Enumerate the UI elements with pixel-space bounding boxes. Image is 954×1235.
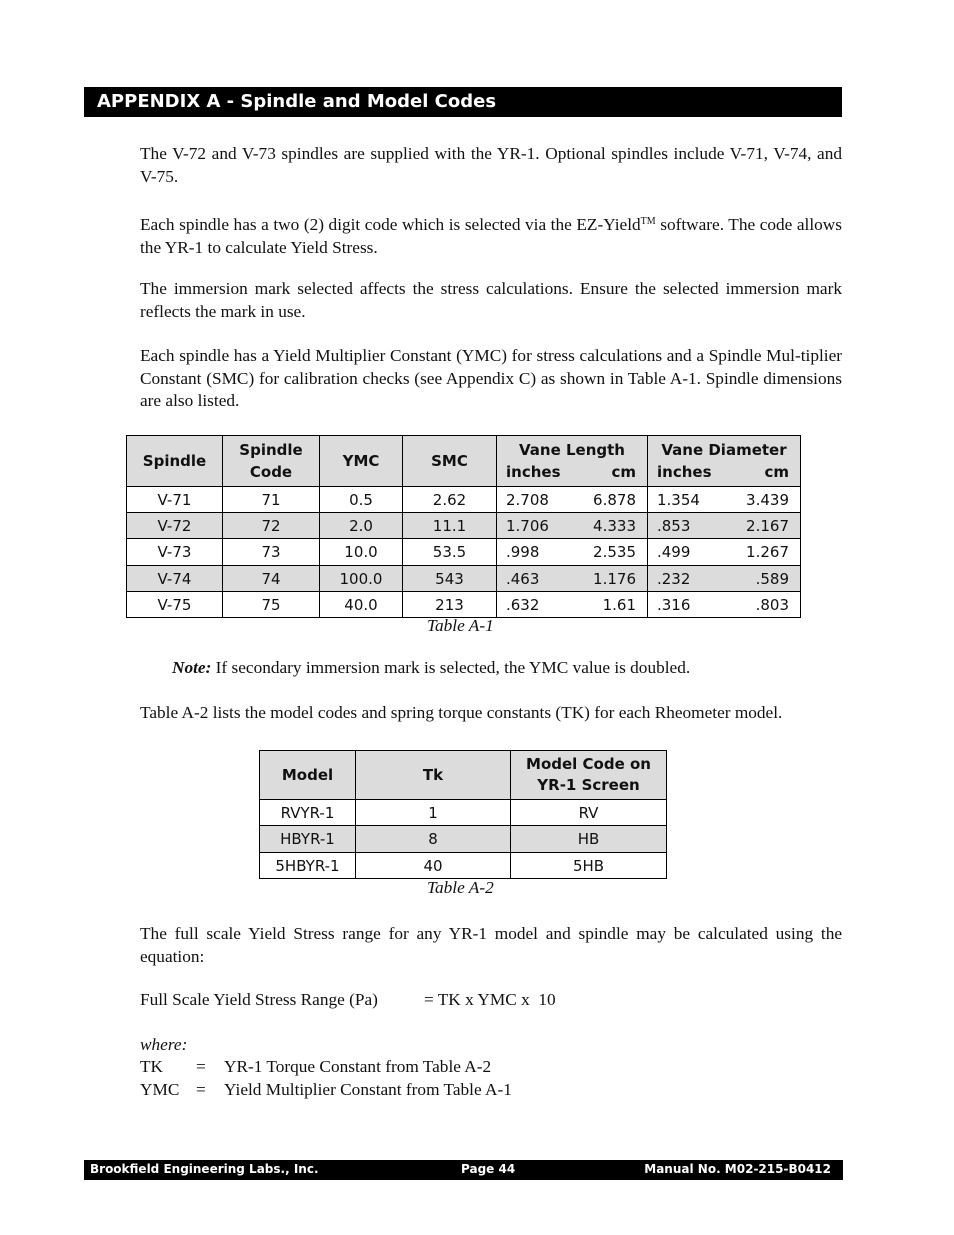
paragraph-spindle-code-b: software. The code allows the YR-1 to calculate Yield Stress. [140, 215, 842, 257]
cell-code: 75 [223, 592, 320, 618]
table-row [260, 853, 667, 879]
cell-tk: 40 [356, 853, 511, 879]
cell-smc: 53.5 [403, 539, 497, 566]
where-tk-equals: = [196, 1057, 206, 1076]
page-footer [84, 1160, 843, 1180]
unit-cm: cm [611, 463, 636, 481]
note [172, 658, 690, 678]
paragraph-spindle-code-a: Each spindle has a two (2) digit code which is selected via the EZ-Yield [140, 215, 641, 234]
table-a2 [259, 750, 667, 879]
paragraph-supplied-spindles: The V-72 and V-73 spindles are supplied with the YR-1. Optional spindles include V-71, V-74, and V-75. [140, 144, 842, 186]
unit-inches: inches [657, 463, 712, 481]
equation-rhs: = TK x YMC x 10 [424, 990, 556, 1009]
header-vane-diameter [648, 436, 801, 487]
header-ymc: YMC [320, 436, 403, 487]
cell-ymc: 10.0 [320, 539, 403, 566]
paragraph-ymc-smc: Each spindle has a Yield Multiplier Constant (YMC) for stress calculations and a Spindle Mul-tiplier Constant (SMC) for calibration checks (see Appendix C) as shown in Table A-1. Spindle dimensions are also listed. [140, 346, 842, 410]
cell-vane-diameter [648, 539, 801, 566]
header-tk: Tk [356, 751, 511, 800]
table-row [127, 592, 801, 618]
appendix-title: APPENDIX A - Spindle and Model Codes [84, 87, 842, 117]
cell-code: 74 [223, 566, 320, 592]
where-ymc-symbol: YMC [140, 1080, 180, 1099]
vane-length-label: Vane Length [519, 441, 625, 459]
cell-vane-length [497, 539, 648, 566]
header-vane-length [497, 436, 648, 487]
cell-ymc: 2.0 [320, 513, 403, 539]
table-row [127, 513, 801, 539]
cell-spindle: V-73 [127, 539, 223, 566]
cell-ymc: 0.5 [320, 487, 403, 513]
cell-vd-cm: .803 [755, 595, 789, 614]
cell-vd-inches: .853 [657, 516, 691, 535]
where-ymc-equals: = [196, 1080, 206, 1099]
cell-vl-cm: 1.176 [593, 569, 636, 588]
cell-model: RVYR-1 [260, 800, 356, 826]
cell-spindle: V-74 [127, 566, 223, 592]
cell-smc: 213 [403, 592, 497, 618]
table-a1 [126, 435, 801, 618]
equation-lhs: Full Scale Yield Stress Range (Pa) [140, 990, 378, 1009]
cell-model-code: HB [511, 826, 667, 853]
cell-vane-diameter [648, 592, 801, 618]
table-a2-header-row [260, 751, 667, 800]
cell-ymc: 100.0 [320, 566, 403, 592]
table-row [127, 539, 801, 566]
cell-vane-diameter [648, 487, 801, 513]
cell-vane-length [497, 487, 648, 513]
header-spindle-code: Spindle Code [223, 436, 320, 487]
footer-manual-number: Manual No. M02-215-B0412 [644, 1162, 831, 1176]
cell-vd-cm: 2.167 [746, 516, 789, 535]
unit-cm: cm [764, 463, 789, 481]
header-spindle: Spindle [127, 436, 223, 487]
cell-model: HBYR-1 [260, 826, 356, 853]
equation-intro: The full scale Yield Stress range for any YR-1 model and spindle may be calculated using the equation: [140, 924, 842, 966]
where-tk-symbol: TK [140, 1057, 164, 1076]
cell-vd-inches: .499 [657, 543, 691, 561]
trademark-mark: TM [640, 216, 656, 227]
cell-spindle: V-71 [127, 487, 223, 513]
cell-spindle: V-75 [127, 592, 223, 618]
cell-smc: 11.1 [403, 513, 497, 539]
cell-vd-cm: 1.267 [746, 543, 789, 561]
where-label: where: [140, 1035, 188, 1054]
vane-diameter-units [648, 461, 800, 483]
cell-vane-diameter [648, 513, 801, 539]
cell-code: 73 [223, 539, 320, 566]
cell-spindle: V-72 [127, 513, 223, 539]
cell-code: 72 [223, 513, 320, 539]
cell-vane-diameter [648, 566, 801, 592]
cell-vd-cm: .589 [755, 569, 789, 588]
cell-vl-cm: 4.333 [593, 516, 636, 535]
header-model-code-line1: Model Code on [526, 755, 651, 773]
cell-vd-cm: 3.439 [746, 490, 789, 509]
header-model-code-line2: YR-1 Screen [537, 776, 640, 794]
header-model: Model [260, 751, 356, 800]
vane-diameter-label: Vane Diameter [661, 441, 787, 459]
cell-vane-length [497, 513, 648, 539]
table-row [127, 487, 801, 513]
cell-model-code: RV [511, 800, 667, 826]
header-model-code [511, 751, 667, 800]
paragraph-immersion-mark: The immersion mark selected affects the stress calculations. Ensure the selected immersion mark reflects the mark in use. [140, 279, 842, 321]
where-tk-definition: YR-1 Torque Constant from Table A-2 [224, 1057, 492, 1076]
vane-length-units [497, 461, 647, 483]
cell-vl-cm: 1.61 [602, 595, 636, 614]
cell-tk: 1 [356, 800, 511, 826]
cell-vl-cm: 6.878 [593, 490, 636, 509]
cell-code: 71 [223, 487, 320, 513]
where-ymc-definition: Yield Multiplier Constant from Table A-1 [224, 1080, 512, 1099]
table-row [127, 566, 801, 592]
cell-model-code: 5HB [511, 853, 667, 879]
footer-company: Brookfield Engineering Labs., Inc. [90, 1162, 319, 1176]
cell-vl-inches: 2.708 [506, 490, 549, 509]
cell-tk: 8 [356, 826, 511, 853]
cell-vl-inches: .632 [506, 595, 540, 614]
cell-smc: 2.62 [403, 487, 497, 513]
cell-vd-inches: .232 [657, 569, 691, 588]
cell-vd-inches: 1.354 [657, 490, 700, 509]
cell-vane-length [497, 592, 648, 618]
cell-vl-cm: 2.535 [593, 543, 636, 561]
note-text: If secondary immersion mark is selected, the YMC value is doubled. [211, 658, 691, 677]
footer-page-number: Page 44 [461, 1162, 516, 1176]
cell-vl-inches: 1.706 [506, 516, 549, 535]
table-a1-header-row [127, 436, 801, 487]
table-a2-intro: Table A-2 lists the model codes and spring torque constants (TK) for each Rheometer model. [140, 703, 783, 722]
table-a2-caption: Table A-2 [427, 878, 494, 897]
cell-vl-inches: .998 [506, 543, 540, 561]
unit-inches: inches [506, 463, 561, 481]
header-smc: SMC [403, 436, 497, 487]
cell-vl-inches: .463 [506, 569, 540, 588]
table-row [260, 800, 667, 826]
note-label: Note: [172, 658, 212, 677]
cell-model: 5HBYR-1 [260, 853, 356, 879]
table-row [260, 826, 667, 853]
cell-smc: 543 [403, 566, 497, 592]
table-a1-caption: Table A-1 [427, 616, 494, 635]
paragraph-spindle-code [140, 211, 842, 259]
cell-vane-length [497, 566, 648, 592]
cell-vd-inches: .316 [657, 595, 691, 614]
cell-ymc: 40.0 [320, 592, 403, 618]
